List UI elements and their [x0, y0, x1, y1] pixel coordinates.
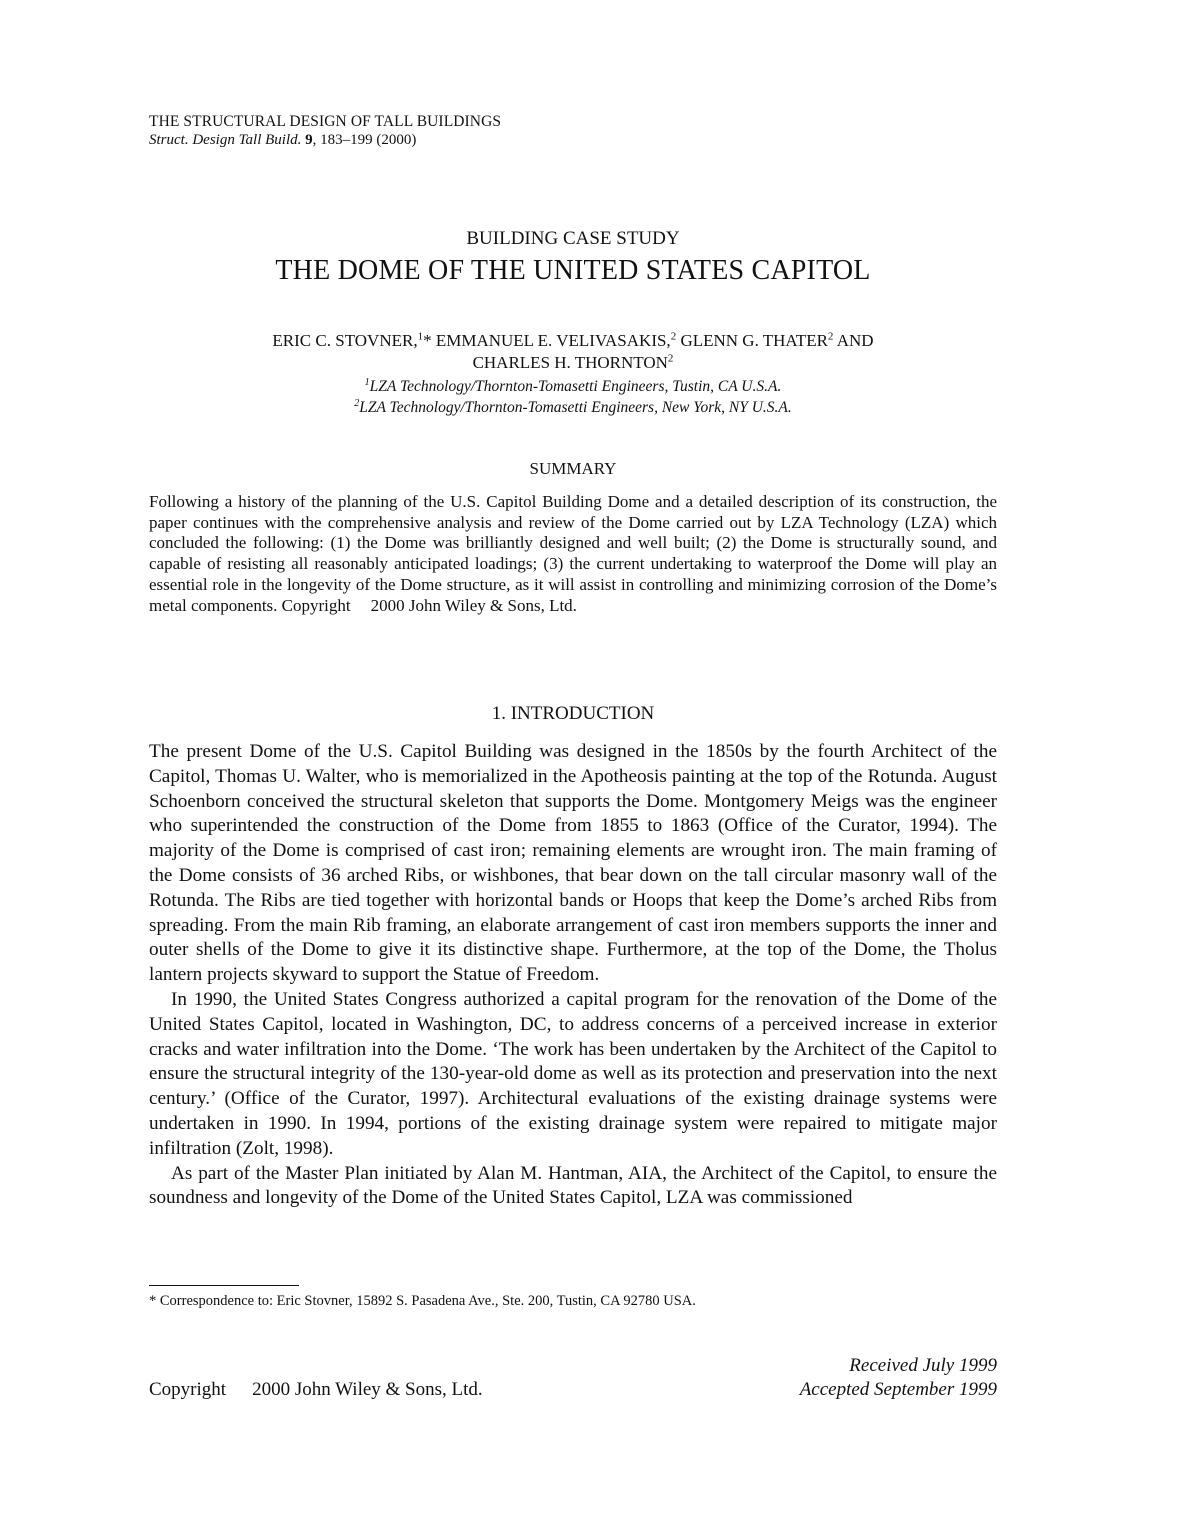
affiliation-text: LZA Technology/Thornton-Tomasetti Engineers, New York, NY U.S.A.: [359, 399, 792, 416]
corresponding-mark: *: [423, 331, 436, 350]
journal-citation: [149, 132, 416, 149]
summary-text: [149, 492, 997, 616]
author-line-2: [149, 352, 997, 374]
summary-copyright: 2000 John Wiley & Sons, Ltd.: [370, 595, 577, 615]
summary-body: Following a history of the planning of the U.S. Capitol Building Dome and a detailed description of its construction, the paper continues with the comprehensive analysis and review of the Dome carried out by LZA Technology (LZA) which concluded the following: (1) the Dome was brilliantly designed and well built; (2) the Dome is structurally sound, and capable of resisting all reasonably anticipated loadings; (3) the current undertaking to waterproof the Dome will play an essential role in the longevity of the Dome structure, as it will assist in controlling and minimizing corrosion of the Dome’s metal components. Copyright: [149, 492, 997, 615]
affiliation-sup: 1: [364, 376, 370, 388]
author-affil-sup: 2: [827, 330, 834, 343]
footer-copyright: [149, 1378, 483, 1402]
author-velivasakis: EMMANUEL E. VELIVASAKIS,: [435, 331, 671, 350]
author-affil-sup: 2: [670, 330, 677, 343]
received-date: Received July 1999: [849, 1355, 997, 1376]
author-line-1: [149, 330, 997, 352]
summary-heading: SUMMARY: [529, 459, 617, 478]
author-list: [149, 330, 997, 374]
copyright-word: Copyright: [149, 1379, 227, 1400]
affiliation-1: [149, 376, 997, 397]
paragraph: The present Dome of the U.S. Capitol Building was designed in the 1850s by the fourth Architect of the Capitol, Thomas U. Walter, who is memorialized in the Apotheosis painting at the top of the Rotunda. August Schoenborn conceived the structural skeleton that supports the Dome. Montgomery Meigs was the engineer who superintended the construction of the Dome from 1855 to 1863 (Office of the Curator, 1994). The majority of the Dome is comprised of cast iron; remaining elements are wrought iron. The main framing of the Dome consists of 36 arched Ribs, or wishbones, that bear down on the tall circular masonry wall of the Rotunda. The Ribs are tied together with horizontal bands or Hoops that keep the Dome’s arched Ribs from spreading. From the main Rib framing, an elaborate arrangement of cast iron members supports the inner and outer shells of the Dome to give it its distinctive shape. Furthermore, at the top of the Dome, the Tholus lantern projects skyward to support the Statue of Freedom.: [149, 741, 997, 986]
journal-pages-year: , 183–199 (2000): [312, 132, 417, 148]
affiliation-text: LZA Technology/Thornton-Tomasetti Engineers, Tustin, CA U.S.A.: [369, 378, 782, 395]
journal-volume: 9: [305, 132, 313, 148]
section-heading-introduction: 1. INTRODUCTION: [491, 703, 655, 724]
author-stovner: ERIC C. STOVNER,: [272, 331, 418, 350]
author-and: AND: [833, 331, 874, 350]
journal-name: THE STRUCTURAL DESIGN OF TALL BUILDINGS: [149, 113, 502, 130]
author-thornton: CHARLES H. THORNTON: [472, 353, 668, 372]
footnote-rule: [149, 1285, 299, 1286]
paper-title: THE DOME OF THE UNITED STATES CAPITOL: [275, 255, 871, 286]
paragraph: In 1990, the United States Congress authorized a capital program for the renovation of the Dome of the United States Capitol, located in Washington, DC, to address concerns of a perceived increase in exterior cracks and water infiltration into the Dome. ‘The work has been undertaken by the Architect of the Capitol to ensure the structural integrity of the 130-year-old dome as well as its protection and preservation into the next century.’ (Office of the Curator, 1997). Architectural evaluations of the existing drainage systems were undertaken in 1990. In 1994, portions of the existing drainage system were repaired to mitigate major infiltration (Zolt, 1998).: [149, 988, 997, 1159]
introduction-body: [149, 740, 997, 1211]
case-study-label: BUILDING CASE STUDY: [466, 228, 680, 249]
paragraph: As part of the Master Plan initiated by Alan M. Hantman, AIA, the Architect of the Capitol, to ensure the soundness and longevity of the Dome of the United States Capitol, LZA was commissioned: [149, 1162, 997, 1209]
author-affil-sup: 1: [417, 330, 424, 343]
affiliation-sup: 2: [354, 397, 360, 409]
author-thater: GLENN G. THATER: [676, 331, 828, 350]
footer-dates: [800, 1354, 997, 1402]
journal-abbrev: Struct. Design Tall Build.: [149, 132, 302, 148]
correspondence-footnote: * Correspondence to: Eric Stovner, 15892 S. Pasadena Ave., Ste. 200, Tustin, CA 92780 USA.: [149, 1293, 696, 1309]
affiliation-2: [149, 397, 997, 418]
author-affil-sup: 2: [667, 352, 674, 365]
copyright-holder: 2000 John Wiley & Sons, Ltd.: [252, 1379, 483, 1400]
accepted-date: Accepted September 1999: [799, 1379, 997, 1400]
